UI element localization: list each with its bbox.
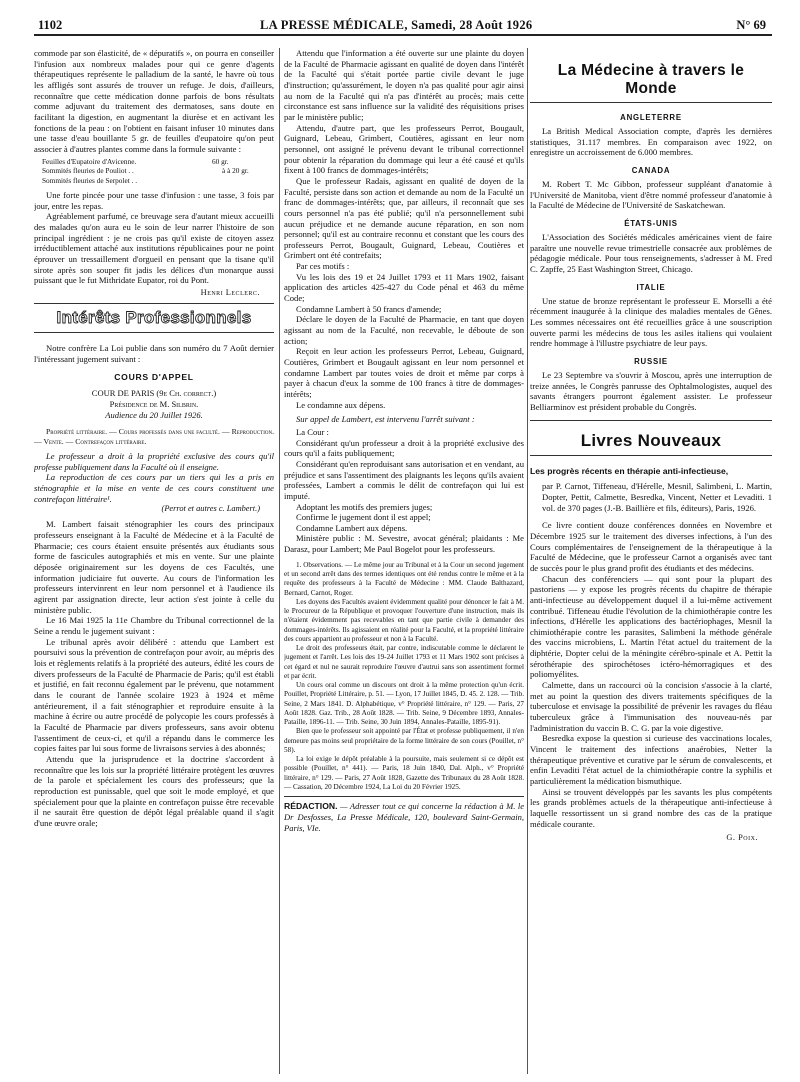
footnote: Un cours oral comme un discours ont droit à la même protection qu'un écrit. Pouillet, Propriété Littéraire, p. 51. — Lyon, 17 Juillet 1845, D. 45. 2. 128. — Trib. Seine, 2 Mars 1841. D. Alphabétique, v° Propriété littéraire, n° 129. — Paris, 27 Août 1828. Gaz. Trib., 28 Août 1828. — Trib. Seine, 9 Décembre 1893, Annales-Pataille, 1896-11. — Trib. Seine, 30 Juin 1894, Annales-Pataille, 1895-91). [284,681,524,727]
column-rule [279,48,280,1074]
verdict-line: La Cour : [296,426,329,437]
formula-line: Sommités fleuries de Pouliot . . à à 20 gr. [42,166,249,176]
page-number: 1102 [38,18,63,32]
section-divider [34,332,274,333]
herbal-formula [42,157,274,186]
country-news-etats-unis [530,219,772,275]
footnote: 1. Observations. — Le même jour au Tribunal et à la Cour un second jugement et un second arrêt dans des termes identiques ont été rendus contre le même et à la requête des professeurs à la Faculté de Médecine : MM. Claude Balthazard, Bernard, Carnot, Roger. [284,560,524,597]
verdict-line: Ministère public : M. Sevestre, avocat général; plaidants : Me Darasz, pour Lambert; Me Paul Bogelot pour les professeurs. [284,533,524,555]
formula-line: Feuilles d'Eupatoire d'Avicenne. 60 gr. [42,156,229,166]
phytotherapy-article [34,48,274,297]
case-summary: Propriété littéraire. — Cours professés dans une faculté. — Reproduction. — Vente. — Contrefaçon littéraire. [34,427,274,447]
country-news-canada [530,166,772,211]
column-right [530,48,772,1080]
article-paragraph: Condamne Lambert à 50 francs d'amende; [296,303,442,314]
holding: La reproduction de ces cours par un tiers qui les a pris en sténographie et la mise en vente de ces cours constituent une contrefaçon littéraire¹. [34,472,274,504]
country-news-russie [530,357,772,413]
reviewer-signature: G. Poix. [726,833,758,843]
verdict-line: Confirme le jugement dont il est appel; [296,512,431,523]
review-paragraph: Ainsi se trouvent développés par les savants les plus compétents les grands problèmes actuels de la thérapeutique anti-infectieuse à laquelle ressortissent un si grand nombre des cas de la pratique médicale courante. [530,786,772,829]
country-heading: ITALIE [636,282,666,292]
footnote: Les doyens des Facultés avaient évidemment qualité pour dénoncer le fait à M. le Procureur de la République et provoquer l'ouverture d'une instruction, mais ils n'étaient évidemment pas recevables en tant que partie civile à demander des dommages-intérêts. Ils agissaient en réalité pour la Faculté, et la propriété littéraire des cours appartient au professeur et non à la Faculté. [284,597,524,643]
article-paragraph: Le 16 Mai 1925 la 11e Chambre du Tribunal correctionnel de la Seine a rendu le jugement suivant : [34,615,274,637]
review-paragraph: Calmette, dans un raccourci où la concision s'associe à la clarté, met au point la question des divers traitements spécifiques de la tuberculose et envisage la possibilité de prévenir les ravages du fléau tuberculeux grâce à l'immunisation des nouveau-nés par l'administration du vaccin B. C. G. par la voie digestive. [530,680,772,733]
article-paragraph: Que le professeur Radais, agissant en qualité de doyen de la Faculté, persiste dans son action et demande au nom de la Faculté un franc de dommages-intérêts; que, par ailleurs, il reconnaît que ses cours personnel n'a pas été publié; qu'il n'a personnellement subi aucun préjudice et ne demande aucune réparation, en son nom personnel; qu'il est au contraire reconnu et constant que les cours des professeurs Perrot, Bougault, Guignard, Lebeau, Coutières et Grimbert ont été contrefaits; [284,175,524,261]
redaction-text: — Adresser tout ce qui concerne la rédaction à M. le Dr Desfosses, La Presse Médicale, 120, boulevard Saint-Germain, Paris, VIe. [284,801,524,833]
journal-title: LA PRESSE MÉDICALE, Samedi, 28 Août 1926 [260,18,533,32]
issue-number: N° 69 [736,18,766,32]
article-paragraph: M. Lambert faisait sténographier les cours des principaux professeurs enseignant à la Faculté de Médecine et à la Faculté de Pharmacie; ces cours étaient ensuite présentés aux étudiants sous forme de fascicules autographiés et mis en vente. Sur une plainte déposée originairement sur les doyens de ces Facultés, une information judiciaire fut ouverte. Au cours de l'information les professeurs intervinrent en leur nom personnel et à l'audience ils agirent par assignation directe, leur action s'est jointe à celle du ministère public. [34,519,274,615]
country-news-angleterre [530,113,772,158]
article-paragraph: Le condamne aux dépens. [296,399,386,410]
news-paragraph: L'Association des Sociétés médicales américaines vient de faire paraître une nouvelle revue trimestrielle consacrée aux problèmes de pédagogie médicale. Pour tous renseignements, s'adresser à M. Fred C. Zapffe, 25 East Washington Street, Chicago. [530,231,772,274]
article-paragraph: Déclare le doyen de la Faculté de Pharmacie, en tant que doyen agissant au nom de la Faculté, non recevable, le déboute de son action; [284,314,524,346]
footnotes [284,561,524,792]
appeal-heading: Sur appel de Lambert, est intervenu l'arrêt suivant : [296,414,475,425]
news-paragraph: M. Robert T. Mc Gibbon, professeur suppléant d'anatomie à l'Université de Manitoba, vient d'être nommé professeur d'anatomie à la Faculté de Médecine de l'Université de Saskatchewan. [530,178,772,211]
court-name: COUR DE PARIS (9e Ch. correct.) [91,388,217,399]
section-divider [530,102,772,103]
court-president: Présidence de M. Silbrin. [109,399,199,410]
article-paragraph: Reçoit en leur action les professeurs Perrot, Lebeau, Guignard, Coutières, Grimbert et Bougault agissant en leur nom personnel et condamne Lambert par toutes voies de droit et même par corps à payer à chacun d'eux la somme de 100 francs à titre de dommages-intérêts; [284,346,524,399]
article-paragraph: Attendu que l'information a été ouverte sur une plainte du doyen de la Faculté de Pharmacie agissant en qualité de doyen dans l'intérêt de la Faculté qui s'était portée partie civile devant le juge d'instruction; qu'assurément, le doyen n'a pas qualité pour agir ainsi au nom de la Faculté qui n'a pas d'intérêt au procès; mais cette circonstance est sans influence sur la validité des réquisitions prises par le ministère public; [284,48,524,122]
verdict-line: Condamne Lambert aux dépens. [296,522,408,533]
section-title-interets: Intérêts Professionnels [56,307,252,327]
article-paragraph: commode par son élasticité, de « dépuratifs », on pourra en conseiller l'infusion aux nombreux malades pour qui ce genre d'agents thérapeutiques représente le palladium de la santé, le havre où tous les affligés sont assurés de trouver un refuge. Je dois, d'ailleurs, reconnaître que cette médication donne parfois de bons résultats comme adjuvant du traitement des dermatoses, sans doute en facilitant la digestion, en augmentant la diurèse et en activant les fonctions de la peau : on l'obtient en faisant infuser 10 minutes dans une tasse d'eau bouillante 5 gr. de feuilles d'eupatoire qu'on peut associer à d'autres plantes comme dans la formule suivante : [34,48,274,154]
section-divider [530,420,772,421]
author-signature: Henri Leclerc. [200,287,260,297]
article-paragraph: Par ces motifs : [296,261,350,272]
appeal-verdict [284,427,524,555]
subhead-cours-appel: COURS D'APPEL [114,372,194,383]
article-paragraph: Attendu, d'autre part, que les professeurs Perrot, Bougault, Guignard, Lebeau, Grimbert, Coutières, agissant en leur nom personnel, ont assigné le prévenu devant le tribunal correctionnel pour obtenir la réparation du dommage qui leur a été causé et qu'ils fixent à 100 francs de dommages-intérêts; [284,122,524,176]
country-heading: RUSSIE [634,356,668,366]
article-paragraph: Notre confrère La Loi publie dans son numéro du 7 Août dernier l'intéressant jugement suivant : [34,342,274,364]
column-left [34,48,274,1080]
review-paragraph: Ce livre contient douze conférences données en Novembre et Décembre 1925 sur le traitement des diverses infections, à l'un des Cours complémentaires de l'enseignement de la thérapeutique à la Faculté de Médecine, que le professeur Carnot a organisés avec tant de succès pour le plus grand profit des étudiants et des médecins. [530,520,772,573]
footnote: Bien que le professeur soit appointé par l'État et professe publiquement, il n'en demeure pas moins seul propriétaire de la forme littéraire de son cours (Pouillet, n° 58). [284,727,524,754]
article-paragraph: Attendu que la jurisprudence et la doctrine s'accordent à reconnaître que les lois sur la propriété littéraire protègent les œuvres de la parole et spécialement les cours des professeurs; que la reproduction est punissable, quel que soit le mode employé, et que spécialement pour que la plainte en contrefaçon puisse être recevable il ne saurait être question de dépôt légal préalable quand il s'agit d'une œuvre orale; [34,753,274,828]
article-paragraph: Le tribunal après avoir délibéré : attendu que Lambert est poursuivi sous la prévention de contrefaçon pour avoir, au mépris des lois et règlements relatifs à la propriété des auteurs, édité les cours de divers professeurs de la Faculté de Pharmacie de Paris; qu'il est établi et justifié, en fait reconnu également par le prévenu, que notamment dans le courant de l'année scolaire 1923 à 1924 et même antérieurement, il a fait sténographier et reproduire ensuite à la machine à écrire ou autre procédé de polycopie les cours professés à la Faculté de Pharmacie par divers professeurs, sans avoir obtenu l'assentiment de ceux-ci, et qu'il a répandu dans le commerce les copies faites par lui sous forme de livraisons servies à des abonnés; [34,636,274,754]
section-title-monde: La Médecine à travers le Monde [557,62,745,97]
formula-line: Sommités fleuries de Serpolet . . [42,176,138,186]
footnote: La loi exige le dépôt préalable à la poursuite, mais seulement si ce dépôt est possible (Pouillet, n° 441). — Paris, 18 Juin 1840, Dal. Alph., v° Propriété littéraire, n° 129. — Paris, 27 Août 1828, Gazette des Tribunaux du 28 Août 1828. — Cassation, 20 Décembre 1924, La Loi du 20 Février 1925. [284,755,524,791]
court-heading [34,388,274,421]
column-rule [527,48,528,1074]
case-parties: (Perrot et autres c. Lambert.) [161,504,260,514]
section-divider [34,303,274,304]
section-divider [530,455,772,456]
book-title: Les progrès récents en thérapie anti-infectieuse, [530,466,729,477]
country-news-italie [530,283,772,349]
review-paragraph: Chacun des conférenciers — qui sont pour la plupart des pastoriens — y expose les progrès récents du chapitre de thérapie anti-infectieuse au développement duquel il a lui-même activement contribué. Tiffeneau étudie l'évolution de la chimiothérapie contre les infections, d'Hérelle les applications des bactériophages, Mesnil la chimiothérapie contre les parasites, Salimbeni la méthode générale des vaccins microbiens, L. Martin l'état actuel du traitement de la diphtérie, Dopter celui de la méningite cérébro-spinale et A. Pettit la sérothérapie des spirochétoses ictéro-hémorragiques et des poliomyélites. [530,573,772,680]
review-paragraph: Besredka expose la question si curieuse des vaccinations locales, Vincent le traitement des infections anaérobies, Netter la thérapeutique préventive et curative par le sérum de convalescents, et enfin Levaditi l'état actuel de la chimiothérapie contre la syphilis et particulièrement la médication bismuthique. [530,733,772,787]
editorial-notice [284,796,524,833]
book-authors: par P. Carnot, Tiffeneau, d'Hérelle, Mesnil, Salimbeni, L. Martin, Dopter, Pettit, Calmette, Besredka, Vincent, Netter et Levaditi. 1 vol. de 370 pages (J.-B. Baillière et fils, éditeurs), Paris, 1926. [542,481,772,514]
country-heading: ANGLETERRE [620,113,682,122]
news-paragraph: La British Medical Association compte, d'après les dernières statistiques, 31.117 membres. En comparaison avec 1922, on enregistre un accroissement de 6.000 membres. [530,126,772,158]
verdict-line: Considérant qu'en reproduisant sans autorisation et en vendant, au préjudice et sans l'assentiment des plaignants les leçons qu'ils avaient professées, Lambert a commis le délit de contrefaçon qui lui est imputé. [284,458,524,501]
redaction-label: RÉDACTION. [284,801,338,812]
news-paragraph: Une statue de bronze représentant le professeur E. Morselli a été récemment inaugurée à la clinique des maladies mentales de Gênes. Les sommes nécessaires ont été recueillies grâce à une souscription ouverte parmi les médecins de tous les asiles italiens qui voulaient rendre hommage à l'illustre psychiatre de leur pays. [530,295,772,349]
running-head [34,8,772,36]
news-paragraph: Le 23 Septembre va s'ouvrir à Moscou, après une interruption de treize années, le Congrès panrusse des Ophtalmologistes, auquel des savants étrangers pourront également assister. Le professeur Belliarminov est président probable du Congrès. [530,369,772,412]
country-heading: CANADA [631,165,671,175]
holding: Le professeur a droit à la propriété exclusive des cours qu'il professe publiquement dans la Faculté où il enseigne. [34,451,274,472]
footnote: Le droit des professeurs était, par contre, indiscutable comme le déclarent le jugement et l'arrêt. Les lois des 19-24 Juillet 1793 et 11 Mars 1902 sont précises à cet égard et nul ne saurait reproduire l'œuvre d'autrui sans son assentiment formel et par écrit. [284,644,524,680]
article-paragraph: Une forte pincée pour une tasse d'infusion : une tasse, 3 fois par jour, entre les repas. [34,189,274,211]
judgment-text [284,48,524,410]
legal-article [34,343,274,829]
article-paragraph: Agréablement parfumé, ce breuvage sera d'autant mieux accueilli des malades qu'on aura eu le soin de leur narrer l'histoire de son principal ingrédient : je ne crois pas qu'il existe de citoyen assez irréductiblement attaché aux institutions républicaines pour ne point éprouver un tressaillement d'orgueil en pensant que la tisane qu'il sirote après son souper fit jadis les délices d'un monarque aussi puissant que le fut Mithridate Eupator, roi du Pont. [34,211,274,286]
column-middle [284,48,524,1080]
verdict-line: Considérant qu'un professeur a droit à la propriété exclusive des cours qu'il a faits publiquement; [284,437,524,459]
section-title-livres: Livres Nouveaux [580,431,722,451]
country-heading: ÉTATS-UNIS [624,218,678,228]
court-date: Audience du 20 Juillet 1926. [105,410,203,421]
verdict-line: Adoptant les motifs des premiers juges; [296,501,433,512]
article-paragraph: Vu les lois des 19 et 24 Juillet 1793 et 11 Mars 1902, faisant application des articles 425-427 du Code pénal et 463 du même Code; [284,271,524,304]
